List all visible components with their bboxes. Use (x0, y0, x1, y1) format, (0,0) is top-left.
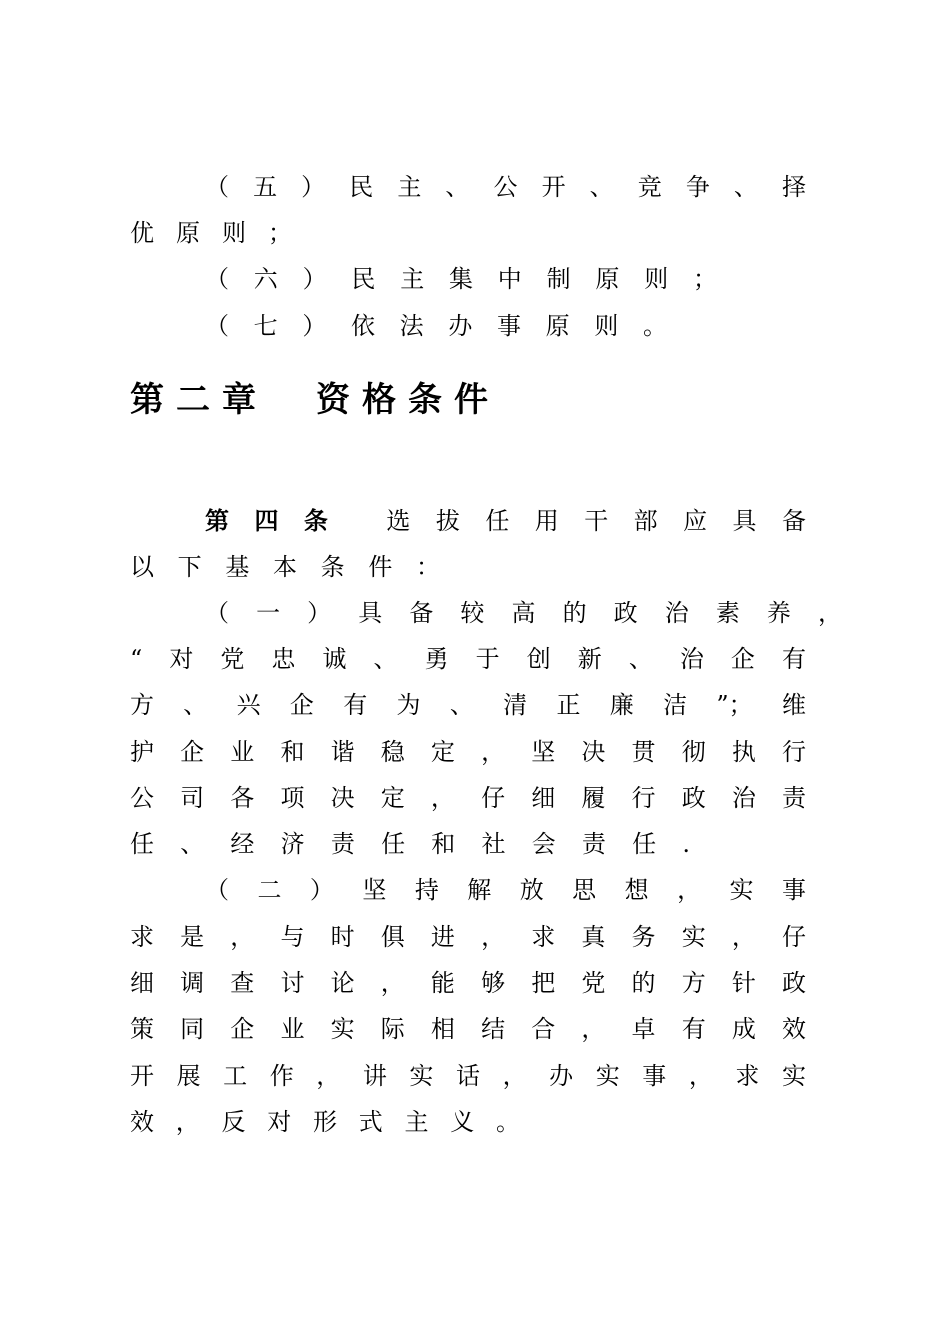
item-five-line-2: 优原则； (130, 219, 314, 247)
chapter-heading (130, 378, 500, 422)
article-line: 求是，与时俱进，求真务实，仔 (130, 923, 806, 951)
article-line: 任、经济责任和社会责任. (130, 830, 690, 858)
article-line: 策同企业实际相结合，卓有成效 (130, 1015, 806, 1043)
article-line: 以下基本条件： (130, 553, 440, 581)
item-seven: （七）依法办事原则。 (205, 312, 667, 340)
item-five-line-1: （五）民主、公开、竞争、择 (205, 173, 806, 201)
article-line: “对党忠诚、勇于创新、治企有 (130, 645, 806, 673)
article-line: 护企业和谐稳定，坚决贯彻执行 (130, 738, 806, 766)
article-line: 方、兴企有为、清正廉洁”；维 (130, 691, 806, 719)
article-line: 细调查讨论，能够把党的方针政 (130, 969, 806, 997)
item-six: （六）民主集中制原则； (205, 265, 717, 293)
article-four-text: 选拔任用干部应具备 (386, 507, 806, 535)
chapter-title: 资格条件 (316, 380, 500, 420)
article-four-first-line (205, 504, 806, 538)
article-line: （二）坚持解放思想，实事 (205, 876, 806, 904)
article-line: 公司各项决定，仔细履行政治责 (130, 784, 806, 812)
article-line: （一）具备较高的政治素养， (205, 599, 842, 627)
article-label: 第四条 (205, 506, 354, 535)
article-line: 效，反对形式主义。 (130, 1108, 520, 1136)
chapter-number: 第二章 (130, 380, 268, 420)
article-line: 开展工作，讲实话，办实事，求实 (130, 1062, 806, 1090)
